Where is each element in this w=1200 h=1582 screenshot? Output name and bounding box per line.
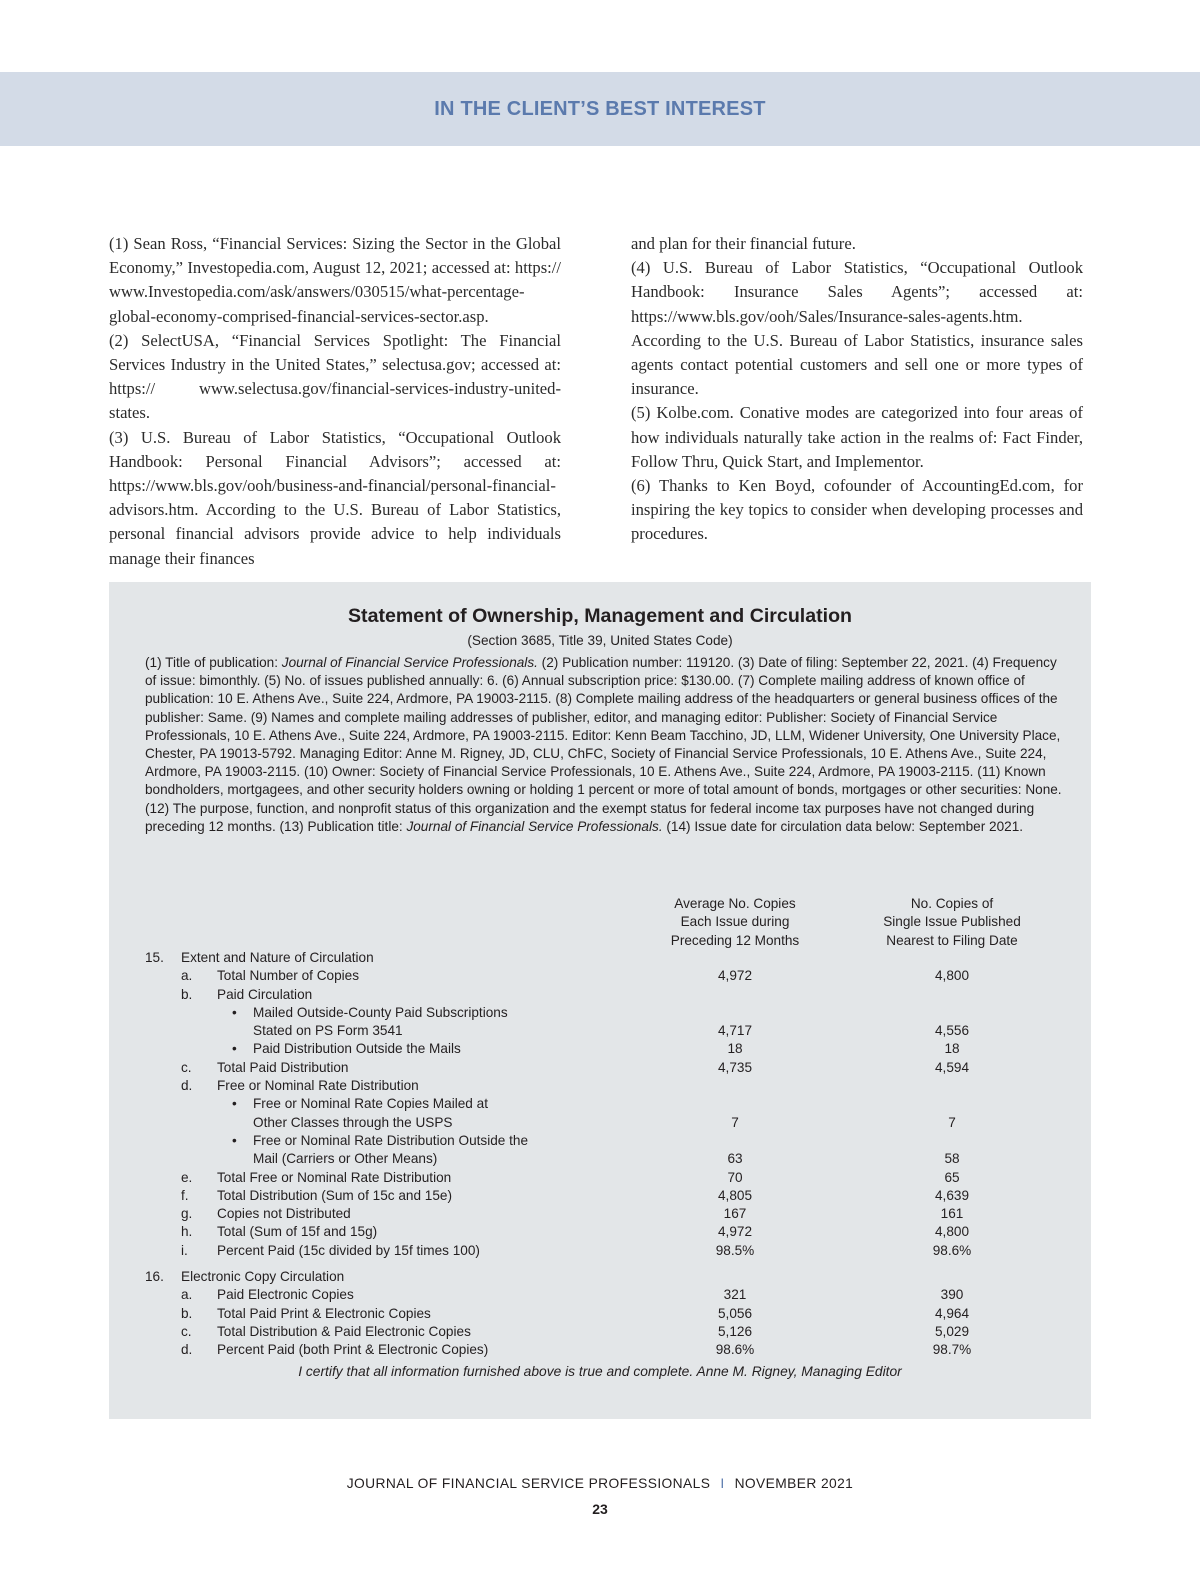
table-row <box>145 1323 1065 1341</box>
row-label-line: Mailed Outside-County Paid Subscriptions <box>253 1004 508 1020</box>
certification-statement: I certify that all information furnished above is true and complete. Anne M. Rigney, Managing Editor <box>298 1364 902 1379</box>
statement-of-ownership-box <box>109 582 1091 1419</box>
average-value: 167 <box>723 1206 747 1222</box>
average-value: 98.5% <box>715 1242 755 1258</box>
row-label: Total (Sum of 15f and 15g) <box>217 1224 378 1240</box>
column-header-single-issue <box>852 895 1052 950</box>
endnote-3: (3) U.S. Bureau of Labor Statistics, “Occupational Outlook Handbook: Personal Financial Advisors”; accessed at: https://www.bls.gov/ooh/business-and-financial/personal-financial-advisors.htm. According to the U.S. Bureau of Labor Statistics, personal financial advisors provide advice to help individuals manage their finances <box>109 427 561 568</box>
publication-title-2: Journal of Financial Service Professionals. <box>406 818 663 834</box>
body-text-3: (14) Issue date for circulation data below: September 2021. <box>662 818 1024 834</box>
row-label: Percent Paid (both Print & Electronic Copies) <box>217 1342 489 1358</box>
statement-subtitle: (Section 3685, Title 39, United States Code) <box>467 633 733 648</box>
page-number: 23 <box>592 1501 608 1517</box>
row-label <box>253 1095 613 1132</box>
table-row <box>145 1286 1065 1304</box>
single-issue-value: 65 <box>944 1169 960 1185</box>
table-row <box>145 1242 1065 1260</box>
statement-body <box>145 654 1065 836</box>
table-row <box>145 1223 1065 1241</box>
row-letter: c. <box>181 1323 192 1339</box>
column-header-average <box>635 895 835 950</box>
table-row <box>145 1059 1065 1077</box>
endnotes-right-column <box>631 232 1083 547</box>
average-value: 5,126 <box>717 1323 753 1339</box>
row-letter: i. <box>181 1242 188 1258</box>
average-value: 7 <box>731 1114 739 1130</box>
average-value: 321 <box>723 1287 747 1303</box>
column-header-line: Single Issue Published <box>883 914 1021 930</box>
bullet: • <box>232 1041 237 1057</box>
table-row <box>145 1187 1065 1205</box>
bullet: • <box>232 1096 237 1112</box>
row-label <box>253 1004 613 1041</box>
section-label: Extent and Nature of Circulation <box>181 950 374 965</box>
row-label: Total Free or Nominal Rate Distribution <box>217 1169 452 1185</box>
section-number: 15. <box>145 950 164 965</box>
row-label: Copies not Distributed <box>217 1206 351 1222</box>
row-label <box>253 1132 613 1169</box>
bullet: • <box>232 1132 237 1148</box>
section-number: 16. <box>145 1269 164 1285</box>
row-letter: h. <box>181 1224 193 1240</box>
table-row <box>145 1205 1065 1223</box>
endnote-6: (6) Thanks to Ken Boyd, cofounder of AccountingEd.com, for inspiring the key topics to consider when developing processes and procedures. <box>631 476 1083 544</box>
row-letter: a. <box>181 968 193 984</box>
single-issue-value: 5,029 <box>934 1323 970 1339</box>
table-row <box>145 1305 1065 1323</box>
row-label-line: Stated on PS Form 3541 <box>253 1023 403 1039</box>
endnote-1: (1) Sean Ross, “Financial Services: Sizing the Sector in the Global Economy,” Investopedia.com, August 12, 2021; accessed at: https:// www.Investopedia.com/ask/answers/030515/what-percentage-global-economy-comprised-financial-services-sector.asp. <box>109 234 561 326</box>
row-label: Paid Distribution Outside the Mails <box>253 1041 461 1057</box>
single-issue-value: 98.7% <box>932 1342 972 1358</box>
row-letter: g. <box>181 1206 193 1222</box>
average-value: 4,717 <box>717 1023 753 1039</box>
statement-title: Statement of Ownership, Management and Circulation <box>347 605 853 627</box>
endnote-2: (2) SelectUSA, “Financial Services Spotlight: The Financial Services Industry in the United States,” selectusa.gov; accessed at: https:// www.selectusa.gov/financial-services-industry-united-states. <box>109 330 561 423</box>
average-value: 4,972 <box>717 1224 753 1240</box>
circulation-table <box>145 949 1065 1360</box>
row-letter: c. <box>181 1059 192 1075</box>
table-row <box>145 1169 1065 1187</box>
row-label: Free or Nominal Rate Distribution <box>217 1078 419 1094</box>
footer-journal-name: JOURNAL OF FINANCIAL SERVICE PROFESSIONALS <box>346 1476 711 1491</box>
row-label: Total Number of Copies <box>217 968 360 984</box>
table-row <box>145 1077 1065 1095</box>
row-label: Percent Paid (15c divided by 15f times 100) <box>217 1242 480 1258</box>
row-label: Paid Electronic Copies <box>217 1287 354 1303</box>
row-label-line: Free or Nominal Rate Distribution Outside the <box>253 1132 529 1148</box>
single-issue-value: 98.6% <box>932 1242 972 1258</box>
endnote-4: (4) U.S. Bureau of Labor Statistics, “Occupational Outlook Handbook: Insurance Sales Agents”; accessed at: https://www.bls.gov/ooh/Sales/Insurance-sales-agents.htm. According to the U.S. Bureau of Labor Statistics, insurance sales agents contact potential customers and sell one or more types of insurance. <box>631 258 1083 399</box>
footer-issue-date: NOVEMBER 2021 <box>734 1476 854 1491</box>
row-letter: f. <box>181 1187 189 1203</box>
row-letter: b. <box>181 1305 193 1321</box>
row-label: Total Paid Print & Electronic Copies <box>217 1305 431 1321</box>
row-label: Total Paid Distribution <box>217 1059 349 1075</box>
single-issue-value: 4,639 <box>934 1187 970 1203</box>
single-issue-value: 161 <box>940 1206 964 1222</box>
average-value: 4,735 <box>717 1059 753 1075</box>
row-letter: d. <box>181 1078 193 1094</box>
column-header-line: Nearest to Filing Date <box>886 932 1018 948</box>
section-title: IN THE CLIENT’S BEST INTEREST <box>434 97 766 120</box>
table-row <box>145 1095 1065 1132</box>
row-label: Total Distribution (Sum of 15c and 15e) <box>217 1187 452 1203</box>
average-value: 63 <box>727 1151 743 1167</box>
single-issue-value: 4,800 <box>934 1224 970 1240</box>
single-issue-value: 4,556 <box>934 1023 970 1039</box>
footer-separator: I <box>720 1476 725 1491</box>
row-label: Total Distribution & Paid Electronic Copies <box>217 1323 471 1339</box>
row-letter: d. <box>181 1342 193 1358</box>
single-issue-value: 58 <box>944 1151 960 1167</box>
row-letter: a. <box>181 1287 193 1303</box>
header-band <box>0 72 1200 146</box>
average-value: 98.6% <box>715 1342 755 1358</box>
table-row <box>145 967 1065 985</box>
average-value: 5,056 <box>717 1305 753 1321</box>
average-value: 4,805 <box>717 1187 753 1203</box>
page-footer <box>0 1476 1200 1491</box>
column-header-line: Average No. Copies <box>674 896 796 911</box>
row-letter: b. <box>181 986 193 1002</box>
body-text-1: (1) Title of publication: <box>145 655 282 670</box>
endnote-5: (5) Kolbe.com. Conative modes are categorized into four areas of how individuals naturally take action in the realms of: Fact Finder, Follow Thru, Quick Start, and Implementor. <box>631 403 1083 471</box>
bullet: • <box>232 1004 237 1020</box>
single-issue-value: 4,800 <box>934 968 970 984</box>
row-label-line: Other Classes through the USPS <box>253 1114 453 1130</box>
row-label-line: Free or Nominal Rate Copies Mailed at <box>253 1096 488 1112</box>
single-issue-value: 7 <box>948 1114 956 1130</box>
row-label: Paid Circulation <box>217 986 313 1002</box>
endnote-3-continued: and plan for their financial future. <box>631 234 856 253</box>
single-issue-value: 4,964 <box>934 1305 970 1321</box>
statement-paragraph <box>145 654 1065 836</box>
average-value: 18 <box>727 1041 743 1057</box>
body-text-2: (2) Publication number: 119120. (3) Date of filing: September 22, 2021. (4) Frequency of issue: bimonthly. (5) No. of issues published annually: 6. (6) Annual subscription price: $130.00. (7) Complete mailing address of known office of publication: 10 E. Athens Ave., Suite 224, Ardmore, PA 19003-2115. (8) Complete mailing address of the headquarters or general business offices of the publisher: Same. (9) Names and complete mailing addresses of publisher, editor, and managing editor: Publisher: Society of Financial Service Professionals, 10 E. Athens Ave., Suite 224, Ardmore, PA 19003-2115. Editor: Kenn Beam Tacchino, JD, LLM, Widener University, One University Place, Chester, PA 19013-5792. Managing Editor: Anne M. Rigney, JD, CLU, ChFC, Society of Financial Service Professionals, 10 E. Athens Ave., Suite 224, Ardmore, PA 19003-2115. (10) Owner: Society of Financial Service Professionals, 10 E. Athens Ave., Suite 224, Ardmore, PA 19003-2115. (11) Known bondholders, mortgagees, and other security holders owning or holding 1 percent or more of total amount of bonds, mortgages or other securities: None. (12) The purpose, function, and nonprofit status of this organization and the exempt status for federal income tax purposes have not changed during preceding 12 months. (13) Publication title: <box>145 655 1062 834</box>
single-issue-value: 18 <box>944 1041 960 1057</box>
single-issue-value: 390 <box>940 1287 964 1303</box>
average-value: 4,972 <box>717 968 753 984</box>
row-label-line: Mail (Carriers or Other Means) <box>253 1151 438 1167</box>
column-header-line: No. Copies of <box>910 896 994 911</box>
table-row <box>145 986 1065 1004</box>
table-row <box>145 1132 1065 1169</box>
average-value: 70 <box>727 1169 743 1185</box>
section-15-heading <box>145 949 1065 967</box>
column-header-line: Each Issue during <box>680 914 790 930</box>
publication-title: Journal of Financial Service Professionals. <box>281 655 538 670</box>
endnotes-left-column <box>109 232 561 571</box>
column-header-line: Preceding 12 Months <box>670 932 800 948</box>
table-row <box>145 1040 1065 1058</box>
table-row <box>145 1341 1065 1359</box>
section-16-heading <box>145 1268 1065 1286</box>
row-letter: e. <box>181 1169 193 1185</box>
section-label: Electronic Copy Circulation <box>181 1269 345 1285</box>
table-row <box>145 1004 1065 1041</box>
single-issue-value: 4,594 <box>934 1059 970 1075</box>
